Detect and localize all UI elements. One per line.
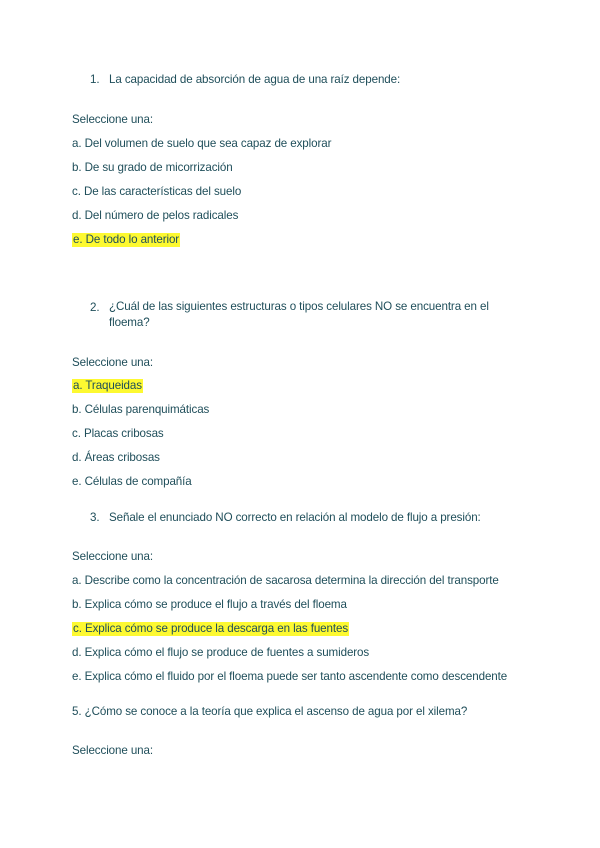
question-2-option-e: e. Células de compañía bbox=[72, 475, 192, 488]
question-1-option-d: d. Del número de pelos radicales bbox=[72, 209, 239, 222]
question-2-number: 2. bbox=[90, 301, 100, 314]
question-3-option-a: a. Describe como la concentración de sacarosa determina la dirección del transporte bbox=[72, 574, 499, 587]
question-1-prompt: Seleccione una: bbox=[72, 113, 154, 126]
question-1-option-e-highlighted: e. De todo lo anterior bbox=[73, 233, 180, 246]
question-2-text: ¿Cuál de las siguientes estructuras o tipos celulares NO se encuentra en el floema? bbox=[109, 300, 489, 329]
question-2-option-c: c. Placas cribosas bbox=[72, 427, 164, 440]
question-5-text: 5. ¿Cómo se conoce a la teoría que explica el ascenso de agua por el xilema? bbox=[72, 705, 468, 718]
question-2-prompt: Seleccione una: bbox=[72, 356, 154, 369]
question-2-option-b: b. Células parenquimáticas bbox=[72, 403, 210, 416]
question-3-number: 3. bbox=[90, 511, 100, 524]
question-2-option-a-highlighted: a. Traqueidas bbox=[73, 379, 142, 392]
question-1-option-b: b. De su grado de micorrización bbox=[72, 161, 233, 174]
question-1-option-c: c. De las características del suelo bbox=[72, 185, 242, 198]
question-3-option-d: d. Explica cómo el flujo se produce de fuentes a sumideros bbox=[72, 646, 370, 659]
question-1-option-a: a. Del volumen de suelo que sea capaz de explorar bbox=[72, 137, 332, 150]
question-3-text: Señale el enunciado NO correcto en relación al modelo de flujo a presión: bbox=[109, 511, 481, 524]
question-1-text: La capacidad de absorción de agua de una raíz depende: bbox=[109, 73, 401, 86]
question-2-option-d: d. Áreas cribosas bbox=[72, 451, 160, 464]
question-3-prompt: Seleccione una: bbox=[72, 550, 154, 563]
question-3-option-b: b. Explica cómo se produce el flujo a través del floema bbox=[72, 598, 347, 611]
question-1-number: 1. bbox=[90, 73, 100, 86]
question-3-option-c-highlighted: c. Explica cómo se produce la descarga en las fuentes bbox=[73, 622, 349, 635]
question-3-option-e: e. Explica cómo el fluido por el floema puede ser tanto ascendente como descendente bbox=[72, 670, 508, 683]
question-5-prompt: Seleccione una: bbox=[72, 744, 154, 757]
